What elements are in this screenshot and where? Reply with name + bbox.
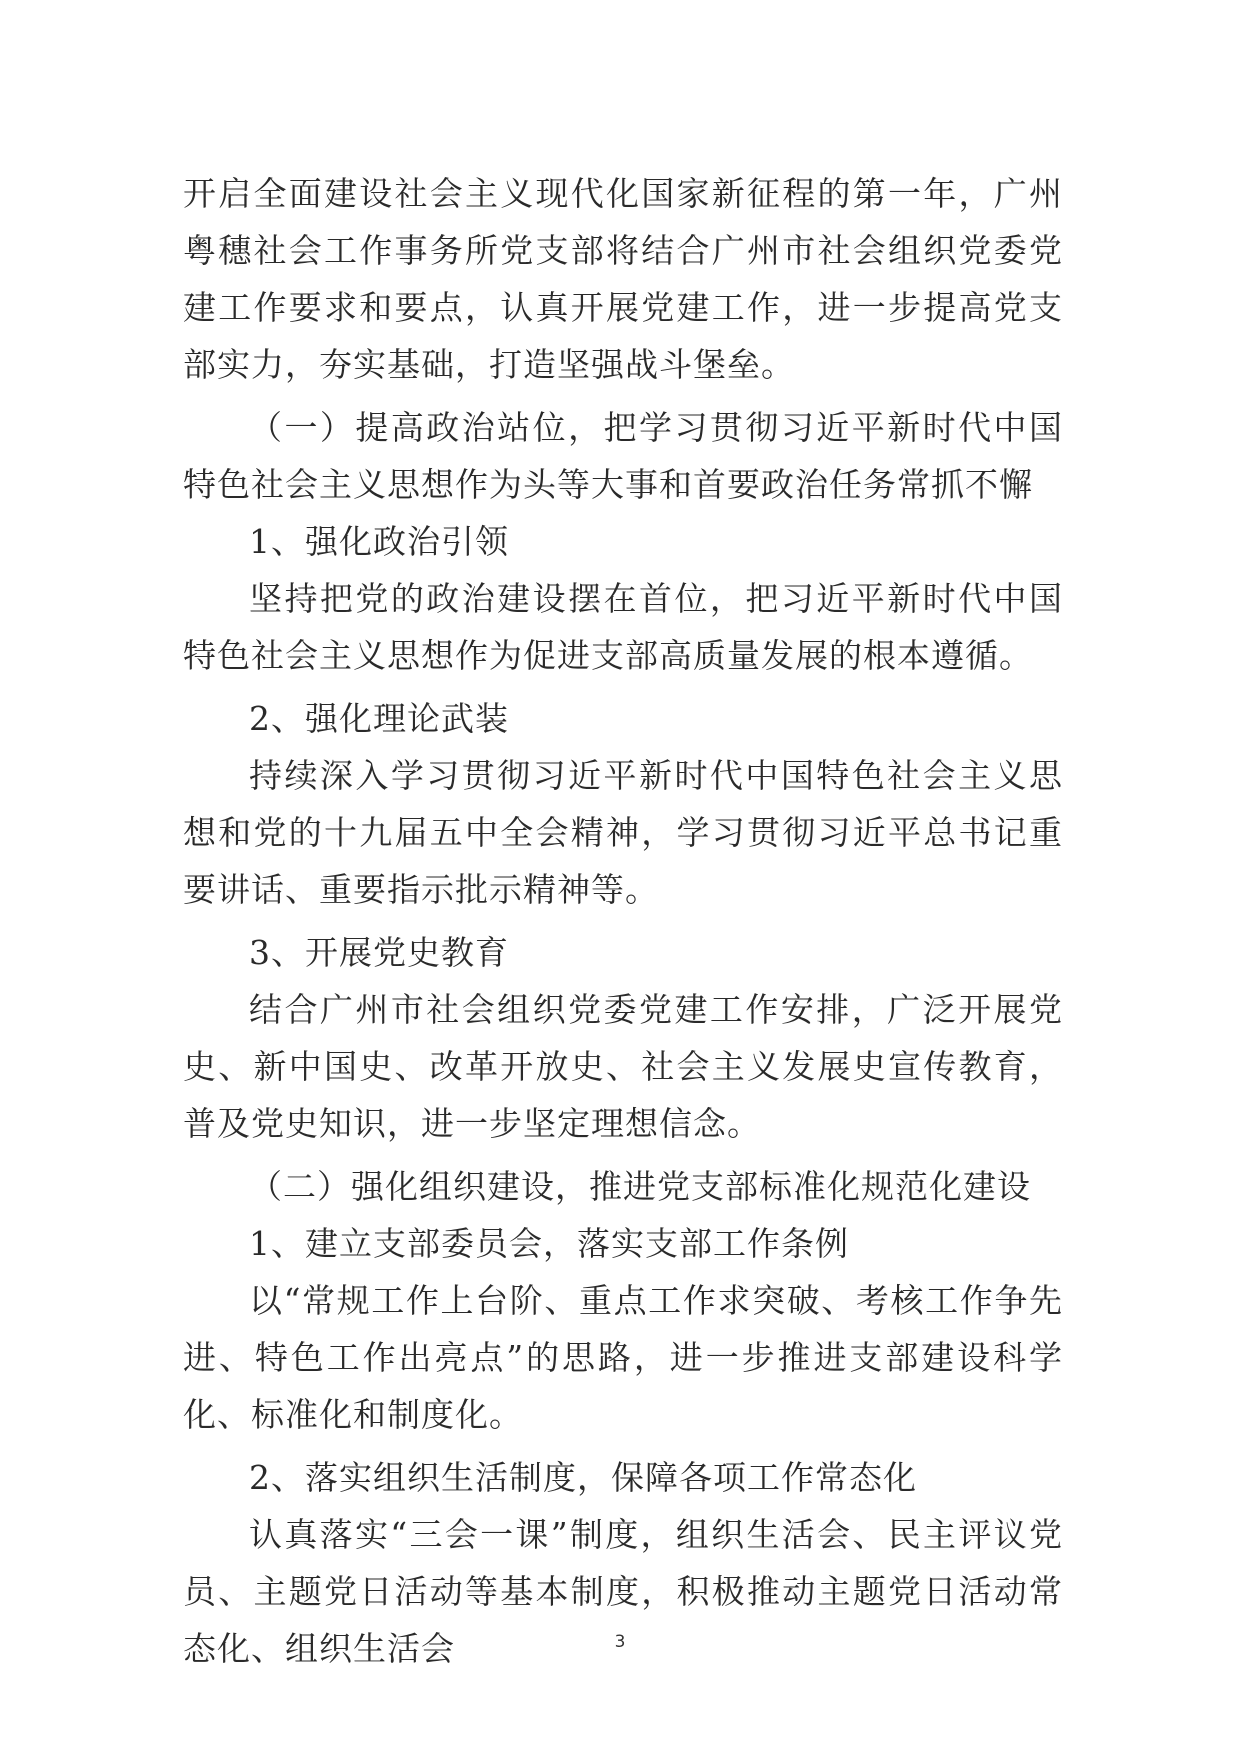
section-heading-1: （一）提高政治站位，把学习贯彻习近平新时代中国特色社会主义思想作为头等大事和首要政治任务常抓不懈 xyxy=(183,408,1063,504)
subheading-1-3: 3、开展党史教育 xyxy=(249,933,509,972)
subheading-2-2: 2、落实组织生活制度，保障各项工作常态化 xyxy=(249,1458,917,1497)
subheading-2-1: 1、建立支部委员会，落实支部工作条例 xyxy=(249,1224,849,1263)
document-body xyxy=(183,165,1063,1677)
paragraph-intro: 开启全面建设社会主义现代化国家新征程的第一年，广州粤穗社会工作事务所党支部将结合广州市社会组织党委党建工作要求和要点，认真开展党建工作，进一步提高党支部实力，夯实基础，打造坚强战斗堡垒。 xyxy=(183,174,1063,384)
subheading-1-1: 1、强化政治引领 xyxy=(249,522,509,561)
paragraph-2-1: 以“常规工作上台阶、重点工作求突破、考核工作争先进、特色工作出亮点”的思路，进一步推进支部建设科学化、标准化和制度化。 xyxy=(183,1281,1063,1434)
paragraph-2-2: 认真落实“三会一课”制度，组织生活会、民主评议党员、主题党日活动等基本制度，积极推动主题党日活动常态化、组织生活会 xyxy=(183,1515,1063,1668)
paragraph-1-3: 结合广州市社会组织党委党建工作安排，广泛开展党史、新中国史、改革开放史、社会主义发展史宣传教育，普及党史知识，进一步坚定理想信念。 xyxy=(183,990,1063,1143)
paragraph-1-2: 持续深入学习贯彻习近平新时代中国特色社会主义思想和党的十九届五中全会精神，学习贯彻习近平总书记重要讲话、重要指示批示精神等。 xyxy=(183,756,1063,909)
subheading-1-2: 2、强化理论武装 xyxy=(249,699,509,738)
paragraph-1-1: 坚持把党的政治建设摆在首位，把习近平新时代中国特色社会主义思想作为促进支部高质量发展的根本遵循。 xyxy=(183,579,1063,675)
section-heading-2: （二）强化组织建设，推进党支部标准化规范化建设 xyxy=(249,1167,1031,1206)
page-number: 3 xyxy=(614,1632,626,1652)
